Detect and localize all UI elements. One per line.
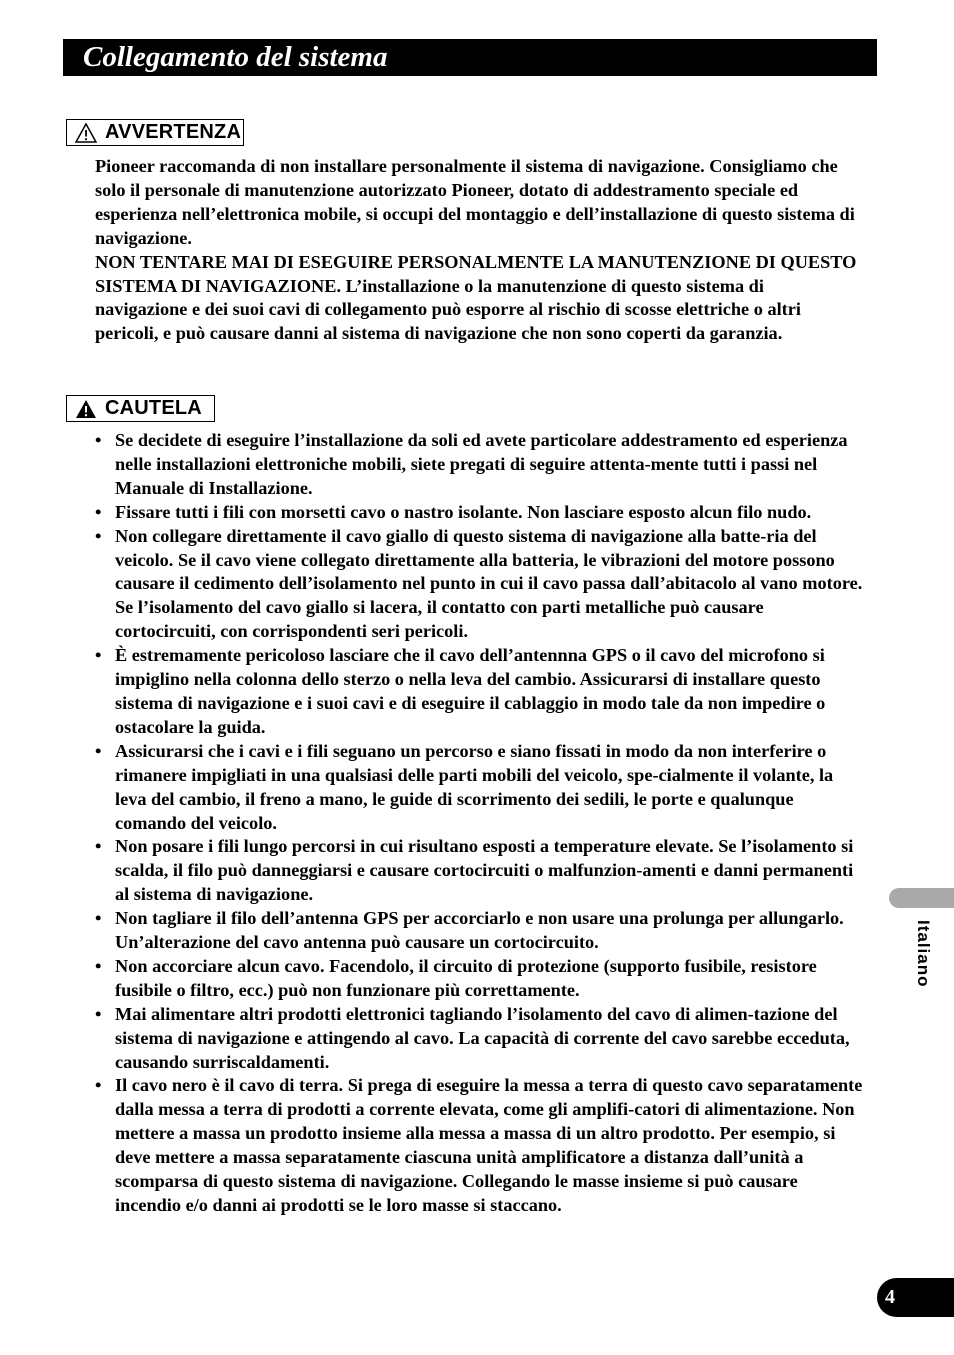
list-item	[95, 907, 865, 955]
bullet-icon: •	[95, 955, 102, 976]
list-item	[95, 955, 865, 1003]
bullet-icon: •	[95, 836, 102, 857]
list-item	[95, 429, 865, 501]
list-item-text: È estremamente pericoloso lasciare che il cavo dell’antennna GPS o il cavo del microfono si impiglino nella colonna dello sterzo o nella leva del cambio. Assicurarsi di installare questo sistema di navigazione e i suoi cavi e di eseguire il cablaggio in modo tale da non impedire o ostacolare la guida.	[115, 645, 826, 737]
list-item-text: Non accorciare alcun cavo. Facendolo, il circuito di protezione (supporto fusibile, resistore fusibile o filtro, ecc.) può non funzionare più correttamente.	[115, 955, 817, 1000]
warning-label-box	[66, 119, 244, 146]
page-number: 4	[885, 1286, 895, 1308]
list-item	[95, 525, 865, 645]
caution-label-box	[66, 395, 215, 422]
bullet-icon: •	[95, 908, 102, 929]
warning-text	[95, 155, 860, 346]
caution-label: CAUTELA	[105, 397, 202, 419]
list-item-text: Se decidete di eseguire l’installazione da soli ed avete particolare addestramento ed esperienza nelle installazioni elettroniche mobili, siete pregati di seguire attenta-mente tutti i passi nel Manuale di Installazione.	[115, 430, 848, 498]
list-item-text: Non tagliare il filo dell’antenna GPS per accorciarlo e non usare una prolunga per allungarlo. Un’alterazione del cavo antenna può causare un cortocircuito.	[115, 908, 844, 953]
list-item-text: Non posare i fili lungo percorsi in cui risultano esposti a temperature elevate. Se l’isolamento si scalda, il filo può danneggiarsi e causare cortocircuiti o malfunzion-amenti e danni permanenti al sistema di navigazione.	[115, 836, 854, 905]
warning-paragraph: NON TENTARE MAI DI ESEGUIRE PERSONALMENTE LA MANUTENZIONE DI QUESTO SISTEMA DI NAVIGAZIONE. L’installazione o la manutenzione di questo sistema di navigazione e dei suoi cavi di collegamento può esporre al rischio di scosse elettriche o altri pericoli, e può causare danni al sistema di navigazione che non sono coperti da garanzia.	[95, 251, 857, 344]
list-item	[95, 1074, 865, 1217]
bullet-icon: •	[95, 1003, 102, 1024]
list-item-text: Fissare tutti i fili con morsetti cavo o nastro isolante. Non lasciare esposto alcun filo nudo.	[115, 501, 812, 522]
page-title: Collegamento del sistema	[83, 41, 388, 73]
list-item	[95, 835, 865, 907]
language-label: Italiano	[914, 920, 933, 988]
list-item	[95, 740, 865, 836]
caution-filled-icon	[75, 399, 97, 419]
list-item	[95, 644, 865, 740]
list-item-text: Non collegare direttamente il cavo giallo di questo sistema di navigazione alla batte-ria del veicolo. Se il cavo viene collegato direttamente alla batteria, le vibrazioni del motore possono causare il cedimento dell’isolamento nel punto in cui il cavo passa dall’abitacolo al vano motore. Se l’isolamento del cavo giallo si lacera, il contatto con parti metalliche può causare cortocircuiti, con corrispondenti seri pericoli.	[115, 525, 863, 642]
list-item-text: Assicurarsi che i cavi e i fili seguano un percorso e siano fissati in modo da non interferire o rimanere impigliati in una qualsiasi delle parti mobili del veicolo, spe-cialmente il volante, la leva del cambio, il freno a mano, le guide di scorrimento dei sedili, le porte e qualunque comando del veicolo.	[115, 740, 834, 833]
header-bar	[63, 39, 877, 76]
list-item	[95, 1003, 865, 1075]
list-item-text: Il cavo nero è il cavo di terra. Si prega di eseguire la messa a terra di questo cavo separatamente dalla messa a terra di prodotti a corrente elevata, come gli amplifi-catori di alimentazione. Non mettere a massa un prodotto insieme alla messa a massa di un altro prodotto. Per esempio, si deve mettere a massa separatamente ciascuna unità amplificatore a distanza dall’unità a scomparsa di questo sistema di navigazione. Collegando le masse insieme si può causare incendio e/o danni ai prodotti se le loro masse si staccano.	[115, 1075, 863, 1215]
language-tab	[889, 888, 954, 908]
warning-outline-icon	[75, 123, 97, 143]
warning-paragraph: Pioneer raccomanda di non installare personalmente il sistema di navigazione. Consigliamo che solo il personale di manutenzione autorizzato Pioneer, dotato di addestramento speciale ed esperienza nell’elettronica mobile, si occupi del montaggio e dell’installazione di questo sistema di navigazione.	[95, 156, 855, 248]
caution-list	[95, 429, 865, 1218]
warning-label: AVVERTENZA	[105, 121, 242, 143]
bullet-icon: •	[95, 501, 102, 522]
bullet-icon: •	[95, 430, 102, 450]
bullet-icon: •	[95, 740, 102, 761]
list-item-text: Mai alimentare altri prodotti elettronici tagliando l’isolamento del cavo di alimen-tazione del sistema di navigazione e attingendo al cavo. La capacità di corrente del cavo sarebbe ecceduta, causando surriscaldamenti.	[115, 1003, 850, 1072]
bullet-icon: •	[95, 645, 102, 666]
list-item	[95, 501, 865, 525]
bullet-icon: •	[95, 525, 102, 546]
bullet-icon: •	[95, 1075, 102, 1096]
